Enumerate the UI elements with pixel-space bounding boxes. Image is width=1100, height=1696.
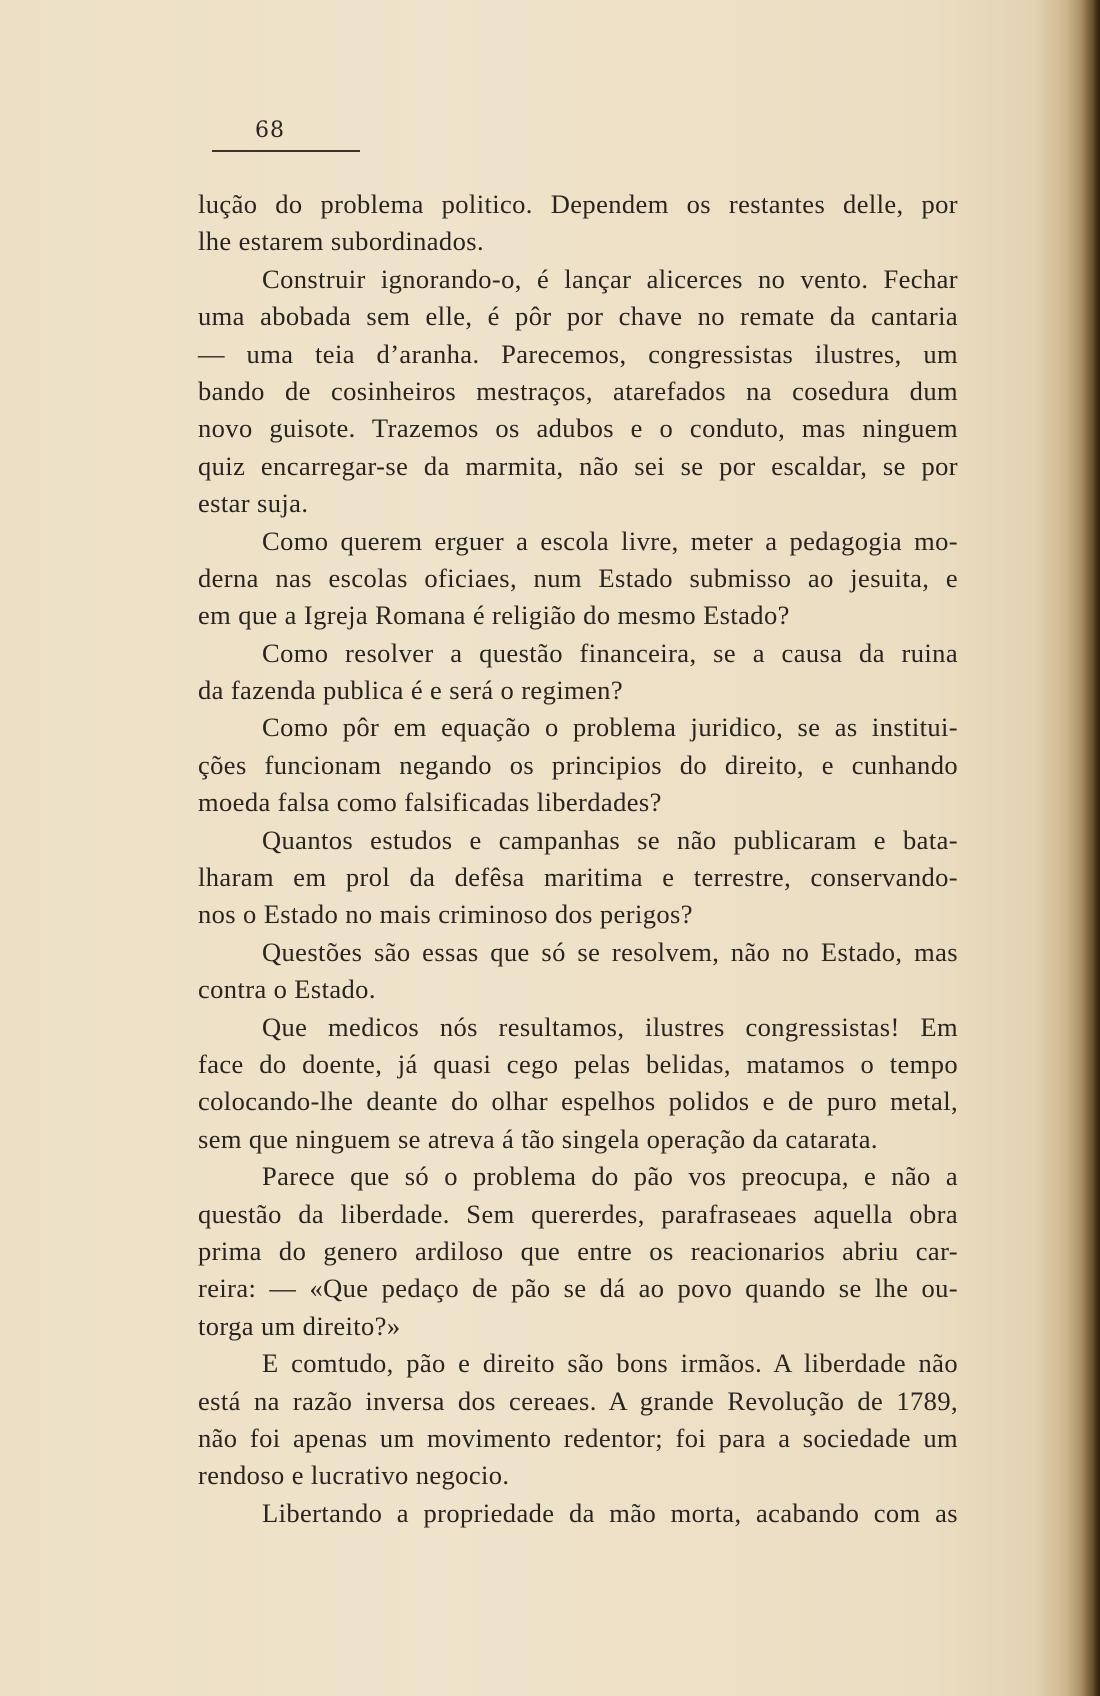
text-line: em que a Igreja Romana é religião do mesmo Estado? <box>198 600 790 631</box>
text-line: E comtudo, pão e direito são bons irmãos. A liberdade não <box>262 1348 958 1379</box>
text-line: Que medicos nós resultamos, ilustres congressistas! Em <box>262 1011 958 1042</box>
text-line: lhe estarem subordinados. <box>198 226 484 257</box>
text-line: da fazenda publica é e será o regimen? <box>198 675 623 706</box>
text-line: prima do genero ardiloso que entre os reacionarios abriu car- <box>198 1235 958 1266</box>
text-line: novo guisote. Trazemos os adubos e o conduto, mas ninguem <box>198 413 958 444</box>
text-line: está na razão inversa dos cereaes. A grande Revolução de 1789, <box>198 1385 958 1416</box>
text-line: não foi apenas um movimento redentor; foi para a sociedade um <box>198 1422 958 1453</box>
page-number: 68 <box>255 118 285 143</box>
text-line: colocando-lhe deante do olhar espelhos polidos e de puro metal, <box>198 1086 958 1117</box>
text-line: estar suja. <box>198 488 309 519</box>
text-line: Parece que só o problema do pão vos preocupa, e não a <box>262 1161 958 1192</box>
text-line: Libertando a propriedade da mão morta, acabando com as <box>262 1497 958 1528</box>
text-line: bando de cosinheiros mestraços, atarefados na cosedura dum <box>198 375 958 406</box>
text-line: Como resolver a questão financeira, se a causa da ruina <box>262 637 958 668</box>
text-line: Construir ignorando-o, é lançar alicerces no vento. Fechar <box>262 263 958 294</box>
text-line: Questões são essas que só se resolvem, não no Estado, mas <box>262 936 958 967</box>
text-line: Como querem erguer a escola livre, meter a pedagogia mo- <box>262 525 958 556</box>
text-line: questão da liberdade. Sem quererdes, parafraseaes aquella obra <box>198 1198 958 1229</box>
text-line: reira: — «Que pedaço de pão se dá ao povo quando se lhe ou- <box>198 1273 958 1304</box>
page-edge-shadow <box>1082 0 1100 1696</box>
text-line: moeda falsa como falsificadas liberdades? <box>198 787 662 818</box>
text-line: sem que ninguem se atreva á tão singela operação da catarata. <box>198 1123 878 1154</box>
text-line: contra o Estado. <box>198 974 376 1005</box>
text-line: ções funcionam negando os principios do direito, e cunhando <box>198 749 958 780</box>
text-line: torga um direito?» <box>198 1310 401 1341</box>
text-line: Quantos estudos e campanhas se não publicaram e bata- <box>262 824 958 855</box>
header-rule <box>212 150 360 152</box>
text-line: uma abobada sem elle, é pôr por chave no remate da cantaria <box>198 301 958 332</box>
text-line: — uma teia d’aranha. Parecemos, congressistas ilustres, um <box>198 338 958 369</box>
text-line: lharam em prol da defêsa maritima e terrestre, conservando- <box>198 862 958 893</box>
text-line: quiz encarregar-se da marmita, não sei se por escaldar, se por <box>198 450 958 481</box>
body-text <box>198 186 958 1532</box>
text-line: nos o Estado no mais criminoso dos perigos? <box>198 899 693 930</box>
text-line: face do doente, já quasi cego pelas belidas, matamos o tempo <box>198 1048 958 1079</box>
text-line: lução do problema politico. Dependem os restantes delle, por <box>198 189 958 219</box>
text-line: rendoso e lucrativo negocio. <box>198 1460 510 1491</box>
text-line: Como pôr em equação o problema juridico, se as institui- <box>262 712 958 743</box>
text-line: derna nas escolas oficiaes, num Estado submisso ao jesuita, e <box>198 562 958 593</box>
